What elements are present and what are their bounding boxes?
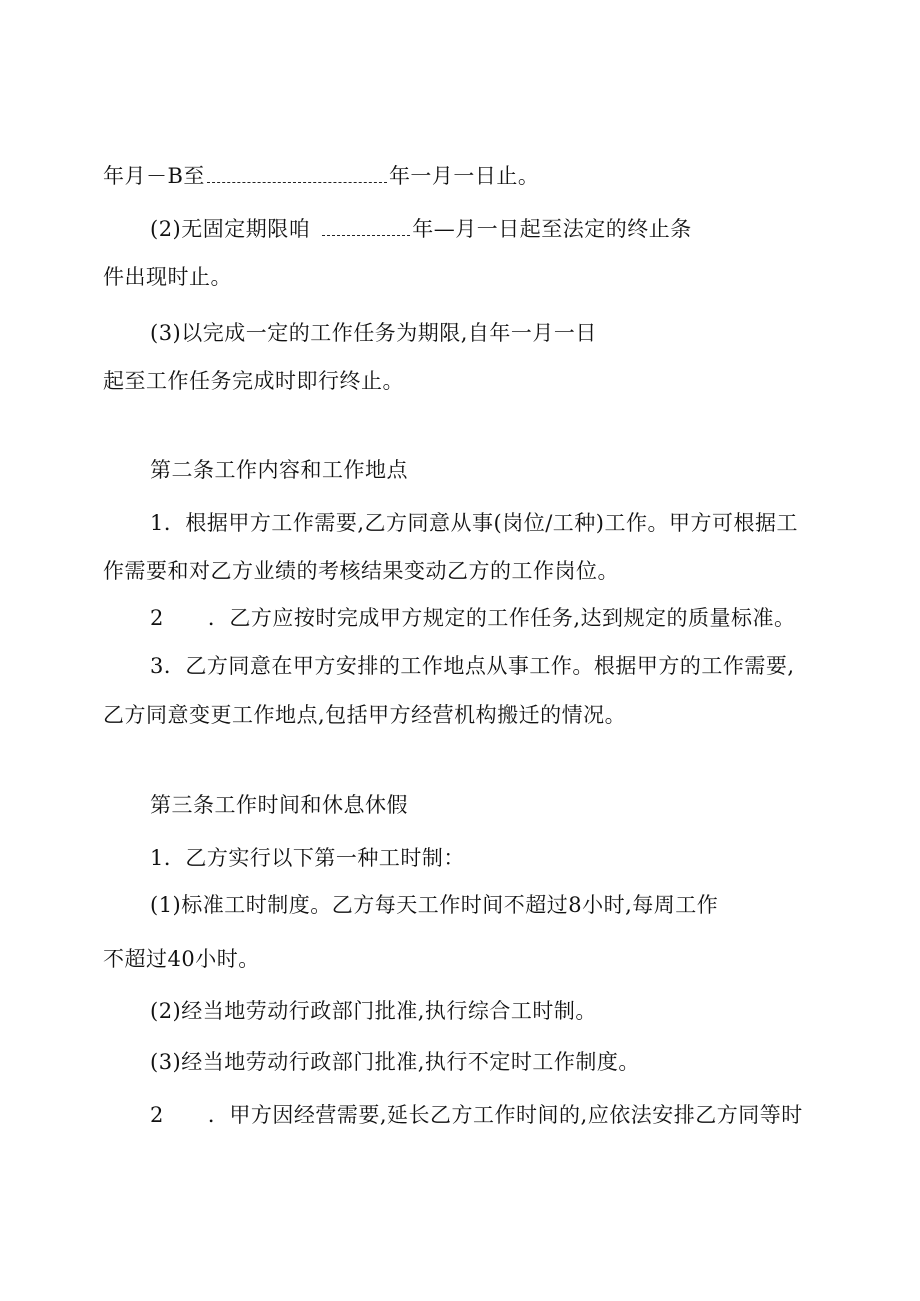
paragraph-line: 起至工作任务完成时即行终止。 — [103, 369, 404, 393]
paragraph-line: (3)以完成一定的工作任务为期限,自年一月一日 — [150, 321, 597, 345]
text-segment: (2)无固定期限咱 — [150, 217, 311, 241]
paragraph-line: 1．乙方实行以下第一种工时制： — [150, 846, 465, 870]
text-segment: 年月－B至 — [103, 164, 205, 188]
numbered-item-line — [150, 605, 796, 631]
text-segment: ．甲方因经营需要,延长乙方工作时间的,应依法安排乙方同等时 — [207, 1103, 803, 1127]
paragraph-line: 3．乙方同意在甲方安排的工作地点从事工作。根据甲方的工作需要, — [150, 654, 795, 678]
term-open-ended-line — [150, 216, 692, 242]
term-fixed-end-line — [103, 163, 539, 189]
section-heading: 第二条工作内容和工作地点 — [150, 458, 408, 482]
paragraph-line: 不超过40小时。 — [103, 947, 260, 971]
text-segment: ．乙方应按时完成甲方规定的工作任务,达到规定的质量标准。 — [207, 606, 796, 630]
item-number: 2 — [150, 1103, 164, 1127]
fill-in-blank — [322, 217, 410, 236]
paragraph-line: 乙方同意变更工作地点,包括甲方经营机构搬迁的情况。 — [103, 703, 627, 727]
paragraph-line: (1)标准工时制度。乙方每天工作时间不超过8小时,每周工作 — [150, 893, 719, 917]
fill-in-blank — [207, 164, 387, 183]
paragraph-line: 1．根据甲方工作需要,乙方同意从事(岗位/工种)工作。甲方可根据工 — [150, 511, 798, 535]
numbered-item-line — [150, 1102, 803, 1128]
item-number: 2 — [150, 606, 164, 630]
paragraph-line: 件出现时止。 — [103, 265, 232, 289]
section-heading: 第三条工作时间和休息休假 — [150, 793, 408, 817]
text-segment: 年一月一日止。 — [388, 164, 540, 188]
paragraph-line: (3)经当地劳动行政部门批准,执行不定时工作制度。 — [150, 1050, 640, 1074]
paragraph-line: 作需要和对乙方业绩的考核结果变动乙方的工作岗位。 — [103, 559, 619, 583]
paragraph-line: (2)经当地劳动行政部门批准,执行综合工时制。 — [150, 999, 597, 1023]
text-segment: 年—月一日起至法定的终止条 — [412, 217, 692, 241]
